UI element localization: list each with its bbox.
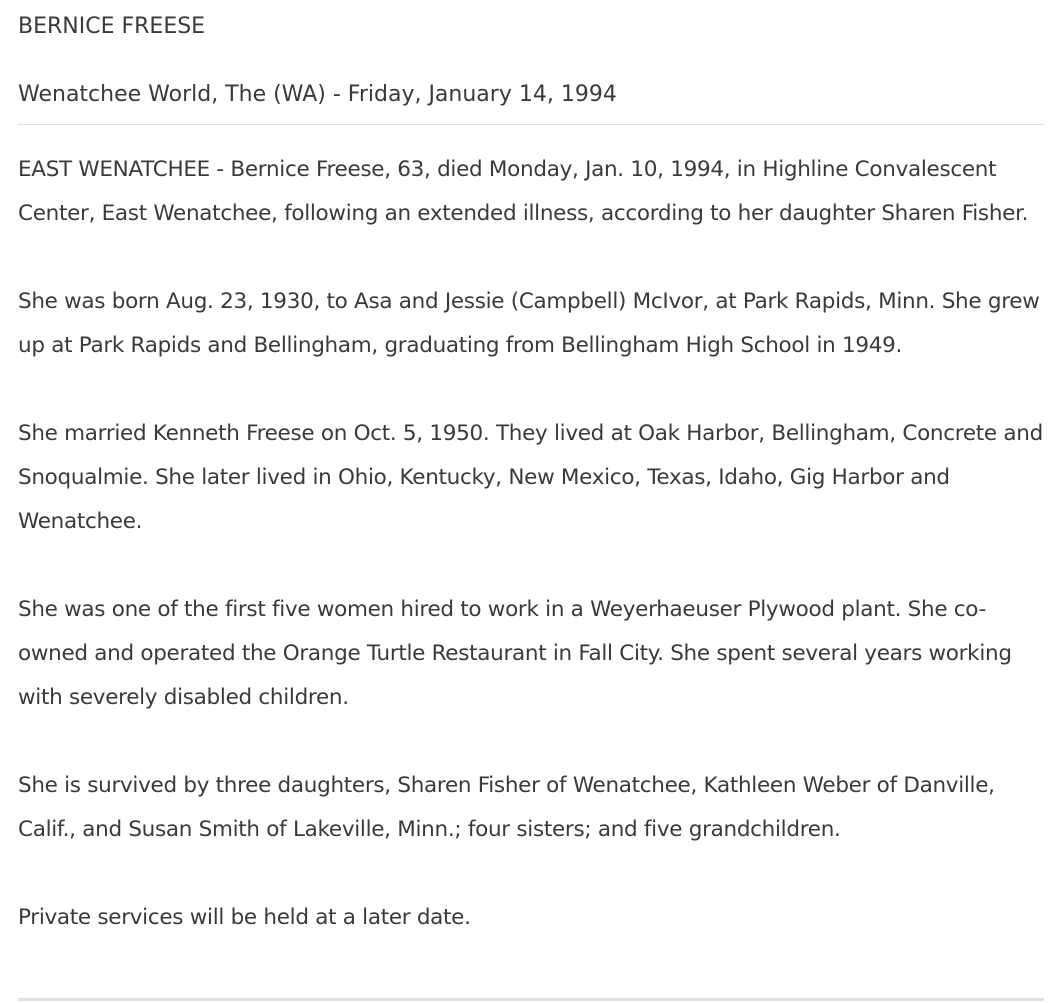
header-divider — [18, 124, 1044, 125]
obituary-article — [18, 0, 1044, 940]
article-paragraph: Private services will be held at a later date. — [18, 905, 471, 930]
article-paragraph: She is survived by three daughters, Sharen Fisher of Wenatchee, Kathleen Weber of Danville, Calif., and Susan Smith of Lakeville, Minn.; four sisters; and five grandchildren. — [18, 773, 995, 842]
article-headline: BERNICE FREESE — [18, 14, 206, 39]
article-paragraph: She was born Aug. 23, 1930, to Asa and Jessie (Campbell) McIvor, at Park Rapids, Minn. She grew up at Park Rapids and Bellingham, graduating from Bellingham High School in 1949. — [18, 289, 1040, 358]
footer-divider — [18, 998, 1044, 1001]
article-paragraph: EAST WENATCHEE - Bernice Freese, 63, died Monday, Jan. 10, 1994, in Highline Convalescent Center, East Wenatchee, following an extended illness, according to her daughter Sharen Fisher. — [18, 157, 1029, 226]
article-source-line: Wenatchee World, The (WA) - Friday, January 14, 1994 — [18, 82, 617, 107]
article-body — [18, 148, 1044, 940]
article-paragraph: She married Kenneth Freese on Oct. 5, 1950. They lived at Oak Harbor, Bellingham, Concrete and Snoqualmie. She later lived in Ohio, Kentucky, New Mexico, Texas, Idaho, Gig Harbor and Wenatchee. — [18, 421, 1043, 534]
article-paragraph: She was one of the first five women hired to work in a Weyerhaeuser Plywood plant. She co-owned and operated the Orange Turtle Restaurant in Fall City. She spent several years working with severely disabled children. — [18, 597, 1012, 710]
